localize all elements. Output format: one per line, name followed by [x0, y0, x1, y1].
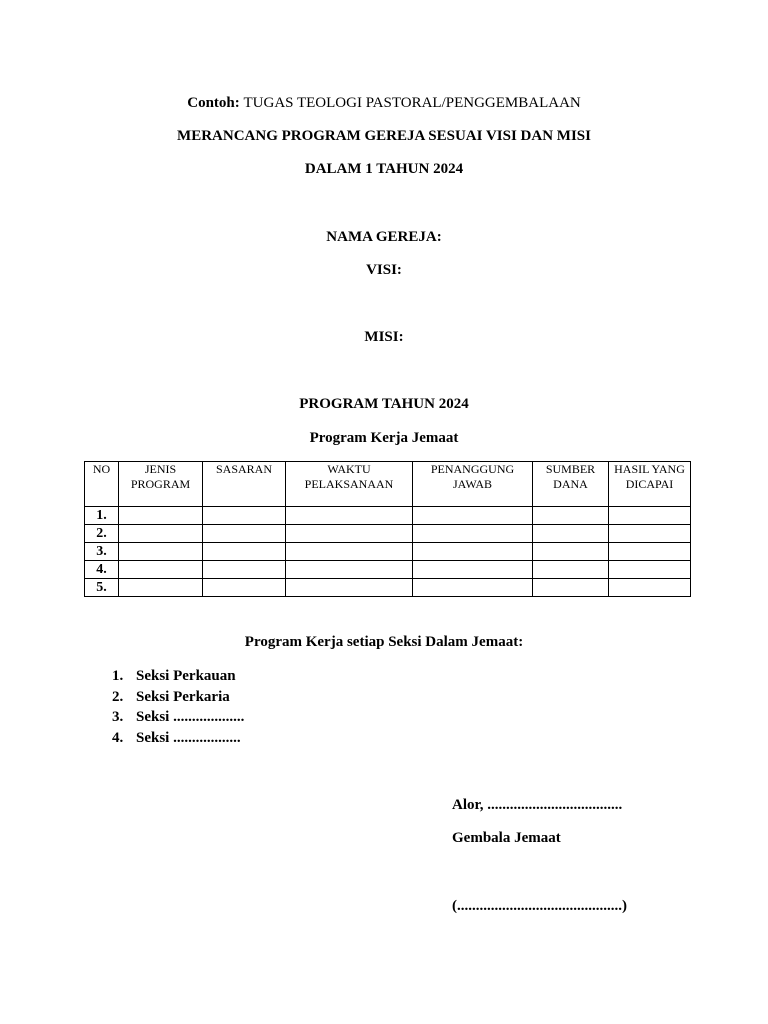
list-item-number: 1.: [112, 668, 124, 684]
table-cell: [286, 507, 413, 525]
table-row: [85, 507, 691, 525]
list-item: [112, 666, 244, 687]
table-cell: [413, 579, 533, 597]
table-cell: [533, 543, 609, 561]
table-row: [85, 525, 691, 543]
signature-name-placeholder: (............................................): [452, 898, 627, 914]
table-cell: [533, 525, 609, 543]
list-item: [112, 687, 244, 708]
table-cell: [413, 525, 533, 543]
table-cell: [286, 543, 413, 561]
row-number: 2.: [85, 525, 119, 543]
table-cell: [119, 579, 203, 597]
list-item: [112, 728, 244, 749]
column-header-waktu: WAKTU PELAKSANAAN: [286, 462, 413, 507]
table-cell: [413, 507, 533, 525]
church-name-label: NAMA GEREJA:: [326, 229, 442, 245]
table-cell: [203, 579, 286, 597]
table-cell: [119, 525, 203, 543]
table-cell: [413, 561, 533, 579]
table-cell: [609, 561, 691, 579]
row-number: 5.: [85, 579, 119, 597]
table-cell: [286, 525, 413, 543]
table-cell: [413, 543, 533, 561]
vision-label: VISI:: [366, 262, 402, 278]
table-cell: [203, 543, 286, 561]
title-prefix: Contoh:: [187, 95, 244, 111]
table-cell: [203, 561, 286, 579]
table-row: [85, 543, 691, 561]
table-cell: [119, 507, 203, 525]
column-header-no: NO: [85, 462, 119, 507]
table-cell: [609, 543, 691, 561]
table-cell: [119, 543, 203, 561]
table-cell: [533, 579, 609, 597]
row-number: 1.: [85, 507, 119, 525]
sections-heading: Program Kerja setiap Seksi Dalam Jemaat:: [244, 634, 524, 650]
column-header-hasil: HASIL YANG DICAPAI: [609, 462, 691, 507]
mission-label: MISI:: [364, 329, 404, 345]
table-cell: [119, 561, 203, 579]
table-cell: [609, 579, 691, 597]
table-cell: [533, 561, 609, 579]
table-header-row: [85, 462, 691, 507]
sections-list: [112, 666, 244, 749]
list-item-label: Seksi ..................: [136, 730, 241, 747]
document-subtitle-1: MERANCANG PROGRAM GEREJA SESUAI VISI DAN MISI: [177, 128, 591, 144]
signature-place-date: Alor, ....................................: [452, 797, 623, 813]
table-row: [85, 561, 691, 579]
column-header-sasaran: SASARAN: [203, 462, 286, 507]
list-item-label: Seksi Perkaria: [136, 688, 230, 705]
row-number: 4.: [85, 561, 119, 579]
column-header-jenis-program: JENIS PROGRAM: [119, 462, 203, 507]
signature-role: Gembala Jemaat: [452, 830, 561, 846]
list-item-number: 3.: [112, 709, 124, 726]
program-table: [84, 461, 691, 597]
table-cell: [286, 579, 413, 597]
column-header-penanggung-jawab: PENANGGUNG JAWAB: [413, 462, 533, 507]
column-header-sumber-dana: SUMBER DANA: [533, 462, 609, 507]
table-cell: [203, 525, 286, 543]
list-item-number: 4.: [112, 730, 124, 747]
list-item-label: Seksi Perkauan: [136, 668, 236, 684]
row-number: 3.: [85, 543, 119, 561]
table-cell: [609, 525, 691, 543]
table-row: [85, 579, 691, 597]
document-title: [0, 94, 768, 112]
table-cell: [533, 507, 609, 525]
list-item-label: Seksi ...................: [136, 709, 245, 726]
program-heading: PROGRAM TAHUN 2024: [299, 396, 469, 412]
table-cell: [609, 507, 691, 525]
document-subtitle-2: DALAM 1 TAHUN 2024: [304, 161, 464, 177]
table-cell: [286, 561, 413, 579]
table-title: Program Kerja Jemaat: [309, 430, 459, 446]
title-main: TUGAS TEOLOGI PASTORAL/PENGGEMBALAAN: [243, 95, 581, 111]
list-item: [112, 707, 244, 728]
list-item-number: 2.: [112, 688, 124, 705]
table-cell: [203, 507, 286, 525]
